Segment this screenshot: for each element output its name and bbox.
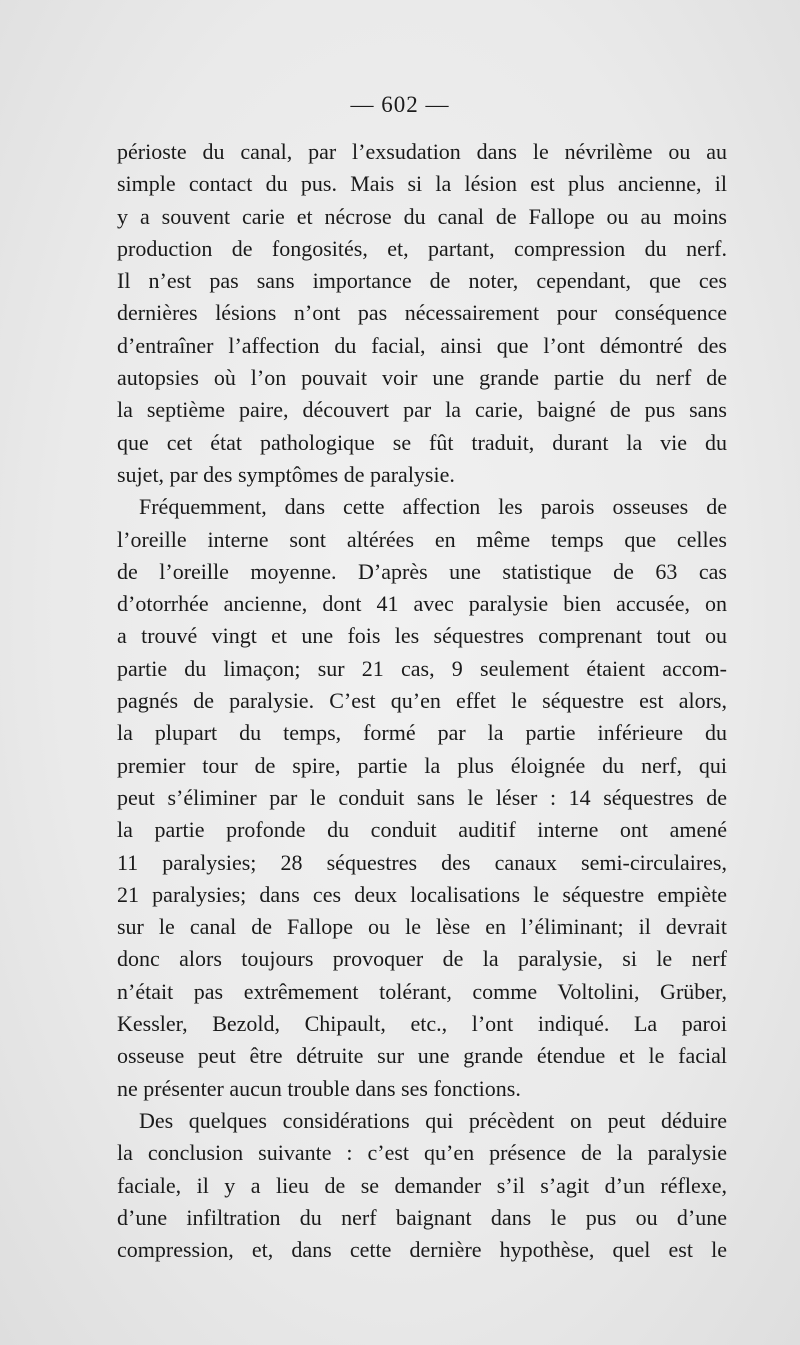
- text-line: que cet état pathologique se fût traduit, durant la vie du: [117, 429, 727, 455]
- paragraph-1: [117, 136, 727, 491]
- text-line: autopsies où l’on pouvait voir une grande partie du nerf de: [117, 365, 727, 391]
- text-line: donc alors toujours provoquer de la paralysie, si le nerf: [117, 946, 727, 972]
- text-line: d’otorrhée ancienne, dont 41 avec paralysie bien accusée, on: [117, 591, 727, 617]
- paragraph-2: [117, 491, 727, 1105]
- text-line: la conclusion suivante : c’est qu’en présence de la paralysie: [117, 1140, 727, 1166]
- text-line: faciale, il y a lieu de se demander s’il s’agit d’un réflexe,: [117, 1172, 727, 1198]
- page-number: — 602 —: [350, 92, 450, 117]
- text-line: la septième paire, découvert par la carie, baigné de pus sans: [117, 397, 727, 423]
- text-line: 21 paralysies; dans ces deux localisations le séquestre empiète: [117, 881, 727, 907]
- text-line: sujet, par des symptômes de paralysie.: [117, 461, 455, 487]
- text-line: de l’oreille moyenne. D’après une statistique de 63 cas: [117, 558, 727, 584]
- text-line: y a souvent carie et nécrose du canal de Fallope ou au moins: [117, 203, 727, 229]
- text-line: Des quelques considérations qui précèdent on peut déduire: [139, 1107, 727, 1133]
- body-text: [117, 136, 727, 1266]
- text-line: Fréquemment, dans cette affection les parois osseuses de: [139, 494, 727, 520]
- text-line: d’une infiltration du nerf baignant dans le pus ou d’une: [117, 1204, 727, 1230]
- text-line: a trouvé vingt et une fois les séquestres comprenant tout ou: [117, 623, 727, 649]
- text-line: osseuse peut être détruite sur une grande étendue et le facial: [117, 1043, 727, 1069]
- text-line: l’oreille interne sont altérées en même temps que celles: [117, 526, 727, 552]
- text-line: sur le canal de Fallope ou le lèse en l’éliminant; il devrait: [117, 914, 727, 940]
- text-line: périoste du canal, par l’exsudation dans le névrilème ou au: [117, 139, 727, 164]
- text-line: n’était pas extrêmement tolérant, comme Voltolini, Grüber,: [117, 978, 727, 1004]
- text-line: compression, et, dans cette dernière hypothèse, quel est le: [117, 1237, 727, 1263]
- text-line: dernières lésions n’ont pas nécessairement pour conséquence: [117, 300, 727, 326]
- text-line: peut s’éliminer par le conduit sans le léser : 14 séquestres de: [117, 784, 727, 810]
- text-line: ne présenter aucun trouble dans ses fonctions.: [117, 1075, 521, 1101]
- text-line: premier tour de spire, partie la plus éloignée du nerf, qui: [117, 752, 727, 778]
- text-line: Il n’est pas sans importance de noter, cependant, que ces: [117, 268, 727, 294]
- text-line: partie du limaçon; sur 21 cas, 9 seulement étaient accom-: [117, 655, 727, 681]
- text-line: 11 paralysies; 28 séquestres des canaux semi-circulaires,: [117, 849, 727, 875]
- text-line: la plupart du temps, formé par la partie inférieure du: [117, 720, 727, 746]
- paragraph-3: [117, 1105, 727, 1266]
- text-line: simple contact du pus. Mais si la lésion est plus ancienne, il: [117, 171, 727, 197]
- text-line: pagnés de paralysie. C’est qu’en effet le séquestre est alors,: [117, 688, 727, 714]
- text-line: d’entraîner l’affection du facial, ainsi que l’ont démontré des: [117, 332, 727, 358]
- text-line: Kessler, Bezold, Chipault, etc., l’ont indiqué. La paroi: [117, 1011, 727, 1037]
- text-line: la partie profonde du conduit auditif interne ont amené: [117, 817, 727, 843]
- text-line: production de fongosités, et, partant, compression du nerf.: [117, 235, 727, 261]
